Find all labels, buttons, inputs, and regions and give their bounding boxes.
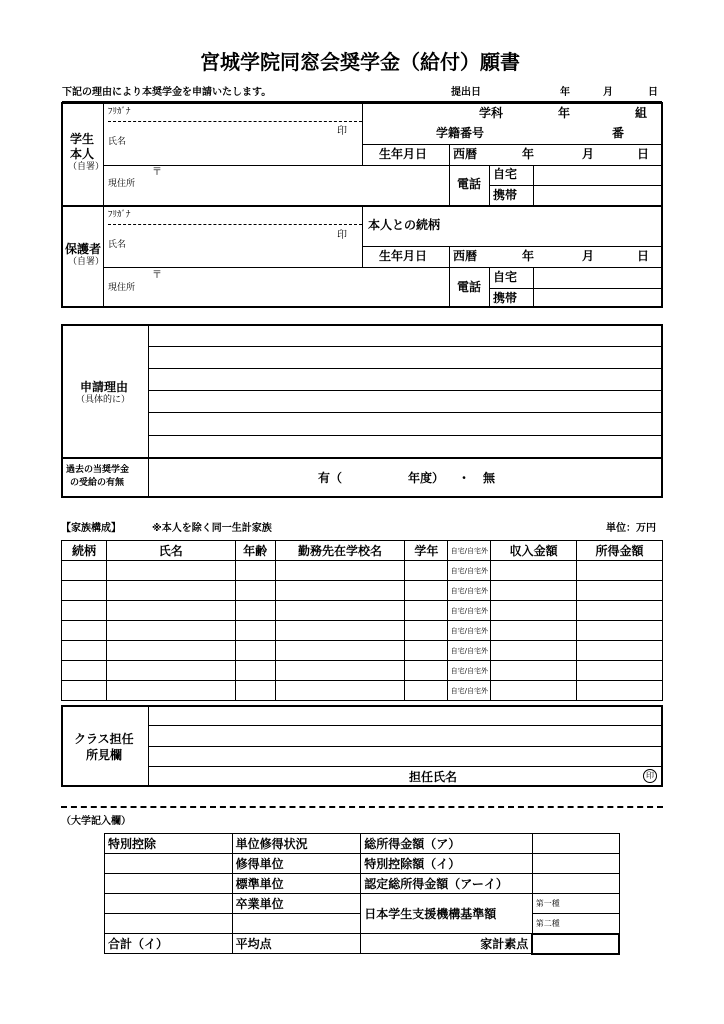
family-col-relation: 続柄 <box>62 541 107 561</box>
guardian-phone-label: 電話 <box>457 280 482 294</box>
past-no: 無 <box>483 471 496 485</box>
guardian-address-label: 現住所 <box>108 283 136 293</box>
earned-credits-label: 修得単位 <box>232 854 361 874</box>
university-table <box>104 833 620 955</box>
student-address-label: 現住所 <box>108 179 136 189</box>
student-heading-2: 本人 <box>70 147 95 161</box>
table-row <box>105 834 620 854</box>
home-out-cell[interactable]: 自宅/自宅外 <box>448 561 491 581</box>
reason-block <box>61 324 663 498</box>
student-birth-day: 日 <box>637 147 650 161</box>
guardian-name-label: 氏名 <box>108 240 127 250</box>
reason-label: 申請理由 <box>80 380 129 394</box>
family-note: ※本人を除く同一生計家族 <box>152 523 272 534</box>
submit-day: 日 <box>648 87 658 98</box>
household-score-label: 家計素点 <box>361 934 533 954</box>
student-heading: 学生 <box>70 132 95 146</box>
graduation-credits-label: 卒業単位 <box>232 894 361 914</box>
table-row <box>62 581 663 601</box>
student-name-label: 氏名 <box>108 137 127 147</box>
table-row <box>62 641 663 661</box>
student-heading-note: （自署） <box>68 162 105 172</box>
teacher-label-2: 所見欄 <box>86 748 123 762</box>
household-score-value[interactable] <box>532 934 619 954</box>
submit-date-label: 提出日 <box>451 87 481 98</box>
jasso-type1-label: 第一種 <box>532 894 619 914</box>
past-label-2: の受給の有無 <box>70 478 125 488</box>
student-seal: 印 <box>337 126 347 137</box>
teacher-signer-label: 担任氏名 <box>409 770 458 784</box>
student-no-label: 学籍番号 <box>436 126 485 140</box>
intro-text: 下記の理由により本奨学金を申請いたします。 <box>62 87 272 98</box>
guardian-furigana-label: ﾌﾘｶﾞﾅ <box>108 210 131 220</box>
guardian-seal: 印 <box>337 230 347 241</box>
submit-month: 月 <box>603 87 613 98</box>
certified-income-label: 認定総所得金額（アーイ） <box>361 874 533 894</box>
university-heading: （大学記入欄） <box>61 816 131 827</box>
guardian-home-label: 自宅 <box>493 270 518 284</box>
family-col-home-out: 自宅/自宅外 <box>448 541 491 561</box>
family-table <box>61 540 663 701</box>
guardian-birth-year: 年 <box>522 249 535 263</box>
credit-status-label: 単位修得状況 <box>232 834 361 854</box>
guardian-birth-label: 生年月日 <box>379 249 428 263</box>
guardian-relation-label: 本人との続柄 <box>368 218 441 232</box>
submit-year: 年 <box>560 87 570 98</box>
table-row <box>105 934 620 954</box>
table-row <box>62 561 663 581</box>
student-phone-label: 電話 <box>457 177 482 191</box>
table-row <box>105 854 620 874</box>
table-row <box>105 894 620 914</box>
student-home-label: 自宅 <box>493 167 518 181</box>
table-row <box>62 681 663 701</box>
past-yes: 有（ <box>318 471 343 485</box>
average-score-label: 平均点 <box>232 934 361 954</box>
jasso-standard-label: 日本学生支援機構基準額 <box>361 894 533 934</box>
student-grade-label: 年 <box>558 106 571 120</box>
family-col-age: 年齢 <box>235 541 275 561</box>
family-col-grade: 学年 <box>405 541 448 561</box>
past-year: 年度） <box>408 471 445 485</box>
guardian-postal-mark: 〒 <box>152 270 162 281</box>
family-heading: 【家族構成】 <box>61 523 121 534</box>
family-col-earnings: 所得金額 <box>577 541 663 561</box>
family-col-name: 氏名 <box>106 541 235 561</box>
past-dot: ・ <box>458 471 471 485</box>
student-birth-year: 年 <box>522 147 535 161</box>
student-mobile-label: 携帯 <box>493 188 518 202</box>
home-out-cell[interactable]: 自宅/自宅外 <box>448 601 491 621</box>
guardian-heading-note: （自署） <box>68 257 105 267</box>
special-deduction-amount-label: 特別控除額（イ） <box>361 854 533 874</box>
table-row <box>62 621 663 641</box>
family-unit: 単位：万円 <box>606 523 656 534</box>
home-out-cell[interactable]: 自宅/自宅外 <box>448 621 491 641</box>
student-no-suffix: 番 <box>612 126 625 140</box>
total-income-label: 総所得金額（ア） <box>361 834 533 854</box>
past-label-1: 過去の当奨学金 <box>66 465 130 475</box>
student-postal-mark: 〒 <box>152 167 162 178</box>
family-col-income: 収入金額 <box>491 541 577 561</box>
guardian-heading: 保護者 <box>65 242 102 256</box>
student-dept-label: 学科 <box>479 106 504 120</box>
home-out-cell[interactable]: 自宅/自宅外 <box>448 681 491 701</box>
student-birth-month: 月 <box>582 147 595 161</box>
teacher-label-1: クラス担任 <box>74 732 134 746</box>
home-out-cell[interactable]: 自宅/自宅外 <box>448 641 491 661</box>
cut-line <box>61 806 663 808</box>
home-out-cell[interactable]: 自宅/自宅外 <box>448 661 491 681</box>
guardian-birth-day: 日 <box>637 249 650 263</box>
student-birth-label: 生年月日 <box>379 147 428 161</box>
total-deduction-label: 合計（イ） <box>105 934 233 954</box>
table-row <box>62 661 663 681</box>
table-row <box>62 601 663 621</box>
teacher-seal: 印 <box>643 769 657 783</box>
standard-credits-label: 標準単位 <box>232 874 361 894</box>
jasso-type2-label: 第二種 <box>532 914 619 934</box>
family-col-workplace: 勤務先在学校名 <box>275 541 405 561</box>
special-deduction-label: 特別控除 <box>105 834 233 854</box>
student-furigana-label: ﾌﾘｶﾞﾅ <box>108 107 131 117</box>
reason-note: （具体的に） <box>76 395 131 405</box>
student-class-label: 組 <box>635 106 648 120</box>
guardian-birth-era: 西暦 <box>453 249 478 263</box>
home-out-cell[interactable]: 自宅/自宅外 <box>448 581 491 601</box>
page-title: 宮城学院同窓会奨学金（給付）願書 <box>200 50 520 74</box>
guardian-mobile-label: 携帯 <box>493 291 518 305</box>
guardian-birth-month: 月 <box>582 249 595 263</box>
student-birth-era: 西暦 <box>453 147 478 161</box>
family-header-row <box>62 541 663 561</box>
table-row <box>105 874 620 894</box>
